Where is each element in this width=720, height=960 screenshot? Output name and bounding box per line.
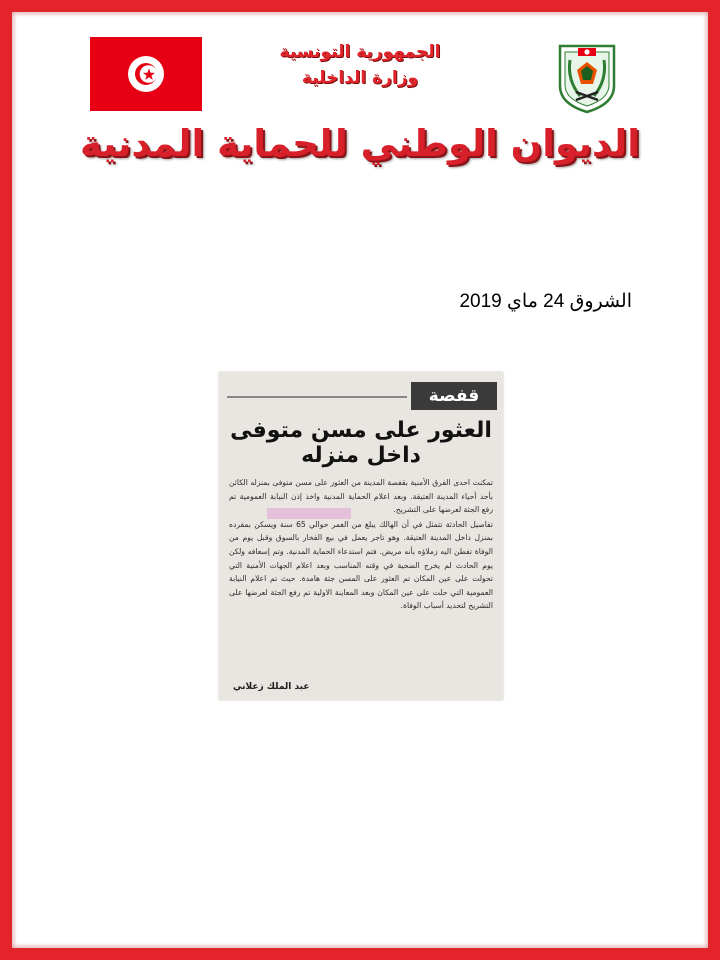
tunisia-flag (90, 37, 202, 111)
office-title: الديوان الوطني للحماية المدنية (80, 122, 640, 165)
clipping-headline: العثور على مسن متوفى داخل منزله (230, 418, 492, 468)
ministry-name: وزارة الداخلية (301, 68, 419, 88)
clipping-author: عبد الملك زعلاني (233, 682, 310, 692)
civil-protection-emblem (556, 40, 618, 114)
source-date: الشروق 24 ماي 2019 (459, 291, 632, 312)
country-name: الجمهورية التونسية (279, 42, 441, 62)
clipping-paragraph: تمكنت احدى الفرق الأمنية بقفصة المدينة من العثور على مسن متوفى بمنزله الكائن بأحد أحياء المدينة العتيقة. وبعد اعلام الحماية المدنية واخذ إذن النيابة العمومية تم رفع الجثة لعرضها على التشريح. (229, 478, 493, 515)
newspaper-clipping (219, 372, 503, 700)
clipping-body (229, 476, 493, 613)
clipping-section-label: قفصة (411, 382, 497, 410)
clipping-paragraph: تفاصيل الحادثة تتمثل في أن الهالك يبلغ من العمر حوالي 65 سنة ويسكن بمفرده بمنزل داخل المدينة العتيقة. وهو تاجر يعمل في بيع الفخار بالسوق وقبل يوم من الوفاة تفطن اليه زملاؤه بأنه مريض. فتم استدعاء الحماية المدنية. وتم إسعافه ولكن يوم الحادث لم يخرج الضحية في وقته المناسب وبعد اعلام الجهات الأمنية التي تحولت على عين المكان تم العثور على المسن جثة هامدة. حيث تم اعلام النيابة العمومية التي حلت على عين المكان وبعد المعاينة الاولية تم رفع الجثة لعرضها على التشريح لتحديد أسباب الوفاة. (229, 519, 493, 611)
clipping-divider (227, 396, 407, 398)
